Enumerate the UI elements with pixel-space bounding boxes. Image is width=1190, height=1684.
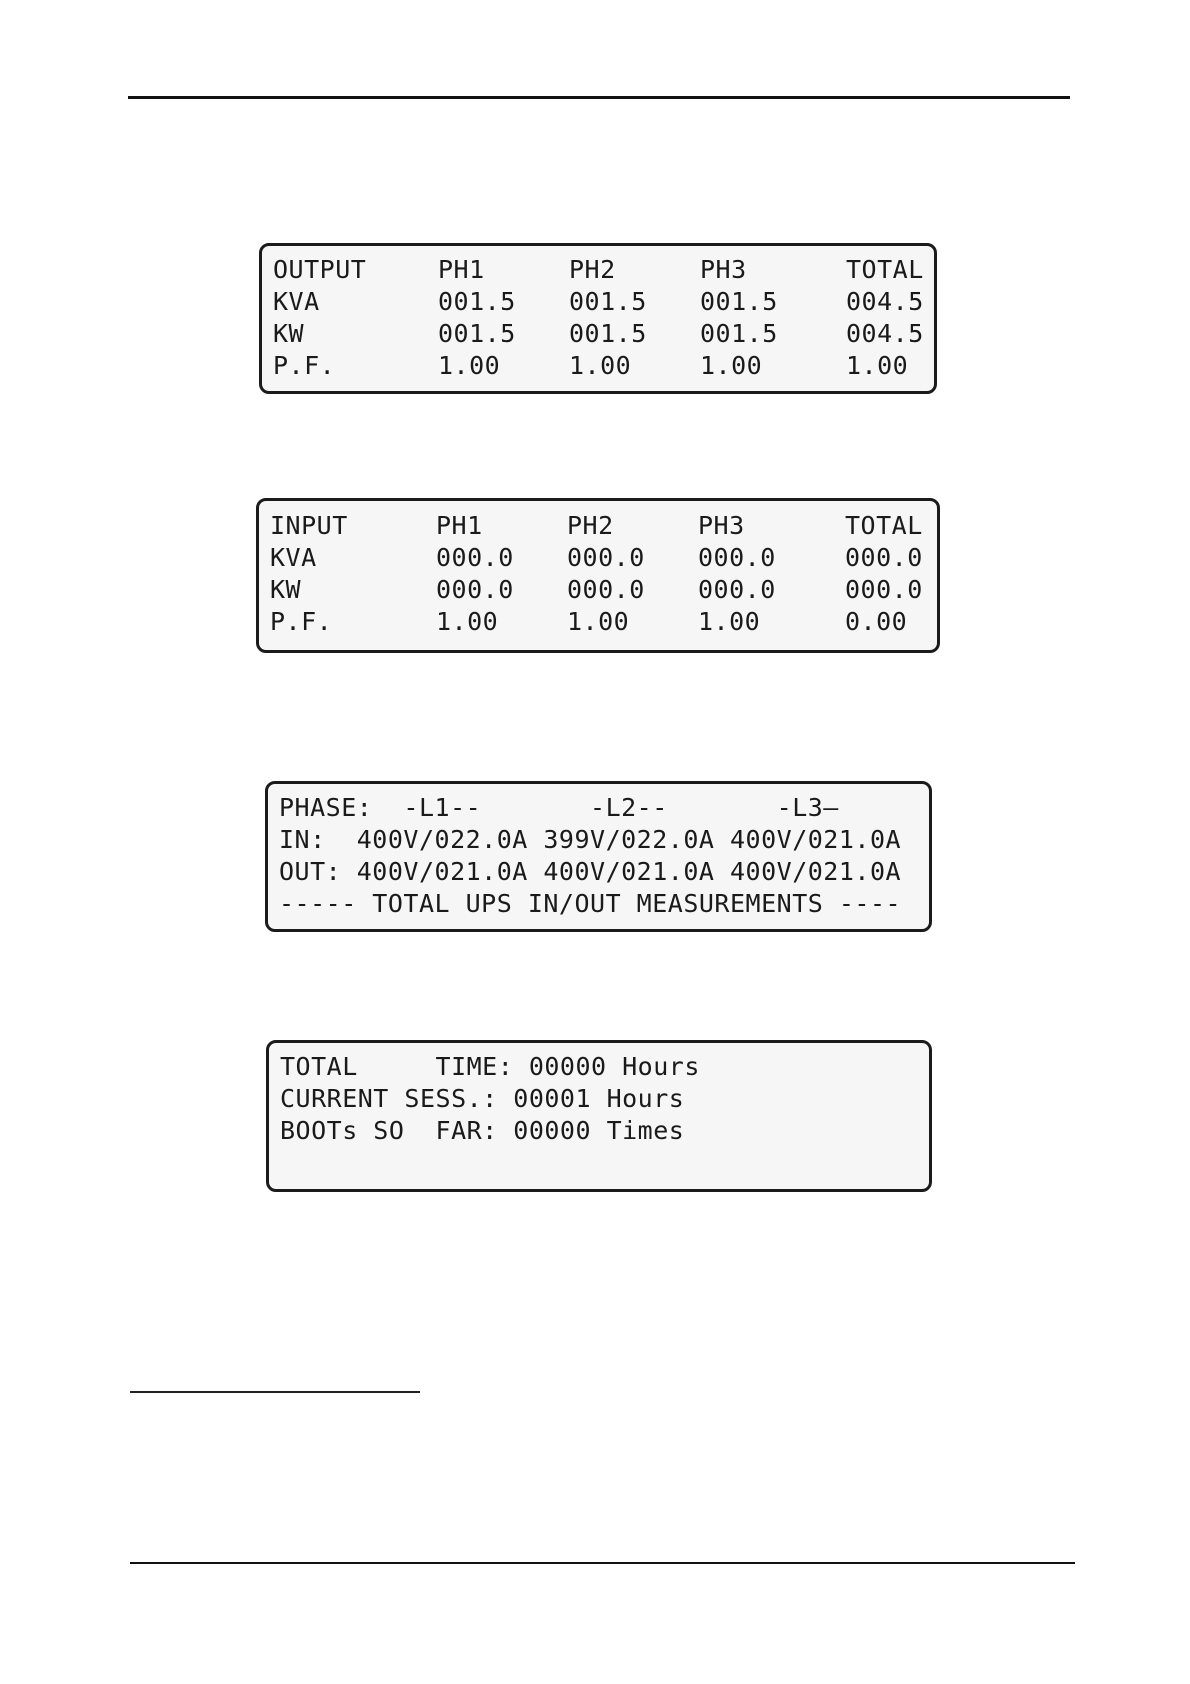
lcd-column-header: PH3	[698, 511, 745, 540]
lcd-row-kva	[262, 286, 934, 318]
lcd-row-label: P.F.	[270, 607, 333, 636]
lcd-line	[268, 824, 929, 856]
lcd-row-kw	[259, 574, 937, 606]
lcd-value: 001.5	[438, 287, 516, 316]
lcd-value: 000.0	[698, 543, 776, 572]
lcd-input-power-panel	[256, 498, 940, 653]
lcd-value: 1.00	[700, 351, 763, 380]
lcd-value: 000.0	[436, 543, 514, 572]
lcd-column-header: PH1	[438, 255, 485, 284]
lcd-time-counters-panel	[266, 1040, 932, 1192]
lcd-row-pf	[262, 350, 934, 382]
lcd-line	[269, 1051, 929, 1083]
lcd-column-header: TOTAL	[845, 511, 923, 540]
lcd-line	[268, 888, 929, 920]
lcd-value: 000.0	[567, 575, 645, 604]
lcd-row-kva	[259, 542, 937, 574]
lcd-row-pf	[259, 606, 937, 638]
lcd-value: 0.00	[845, 607, 908, 636]
lcd-value: 001.5	[438, 319, 516, 348]
lcd-output-power-panel	[259, 243, 937, 394]
lcd-value: 000.0	[845, 543, 923, 572]
lcd-row-label: KVA	[273, 287, 320, 316]
lcd-value: 000.0	[567, 543, 645, 572]
lcd-value: 000.0	[845, 575, 923, 604]
lcd-row-label: KW	[273, 319, 305, 348]
lcd-value: 1.00	[567, 607, 630, 636]
lcd-phase-out: OUT: 400V/021.0A 400V/021.0A 400V/021.0A	[279, 857, 902, 886]
lcd-column-header: PH1	[436, 511, 483, 540]
lcd-boots-so-far: BOOTs SO FAR: 00000 Times	[280, 1116, 685, 1145]
footnote-rule	[130, 1391, 420, 1393]
lcd-line	[269, 1115, 929, 1147]
lcd-value: 001.5	[700, 287, 778, 316]
lcd-total-time: TOTAL TIME: 00000 Hours	[280, 1052, 700, 1081]
lcd-value: 1.00	[698, 607, 761, 636]
lcd-value: 004.5	[846, 287, 924, 316]
lcd-phase-in: IN: 400V/022.0A 399V/022.0A 400V/021.0A	[279, 825, 902, 854]
header-rule	[128, 96, 1070, 99]
lcd-row-label: KW	[270, 575, 302, 604]
lcd-column-header: TOTAL	[846, 255, 924, 284]
lcd-column-header: PH3	[700, 255, 747, 284]
lcd-row-kw	[262, 318, 934, 350]
lcd-line	[268, 792, 929, 824]
lcd-value: 001.5	[569, 287, 647, 316]
lcd-label: INPUT	[270, 511, 348, 540]
lcd-value: 1.00	[436, 607, 499, 636]
lcd-value: 1.00	[438, 351, 501, 380]
lcd-value: 000.0	[698, 575, 776, 604]
lcd-row-label: KVA	[270, 543, 317, 572]
lcd-phase-header: PHASE: -L1-- -L2-- -L3—	[279, 793, 839, 822]
lcd-row-label: P.F.	[273, 351, 336, 380]
lcd-value: 1.00	[846, 351, 909, 380]
lcd-header-row	[259, 510, 937, 542]
lcd-value: 1.00	[569, 351, 632, 380]
lcd-phase-footer: ----- TOTAL UPS IN/OUT MEASUREMENTS ----	[279, 889, 902, 918]
lcd-line	[269, 1083, 929, 1115]
lcd-line	[268, 856, 929, 888]
lcd-value: 001.5	[700, 319, 778, 348]
lcd-value: 000.0	[436, 575, 514, 604]
lcd-value: 001.5	[569, 319, 647, 348]
footer-rule	[130, 1562, 1075, 1564]
lcd-column-header: PH2	[567, 511, 614, 540]
lcd-value: 004.5	[846, 319, 924, 348]
lcd-header-row	[262, 254, 934, 286]
lcd-column-header: PH2	[569, 255, 616, 284]
lcd-phase-measurements-panel	[265, 781, 932, 932]
lcd-current-session: CURRENT SESS.: 00001 Hours	[280, 1084, 685, 1113]
lcd-label: OUTPUT	[273, 255, 367, 284]
